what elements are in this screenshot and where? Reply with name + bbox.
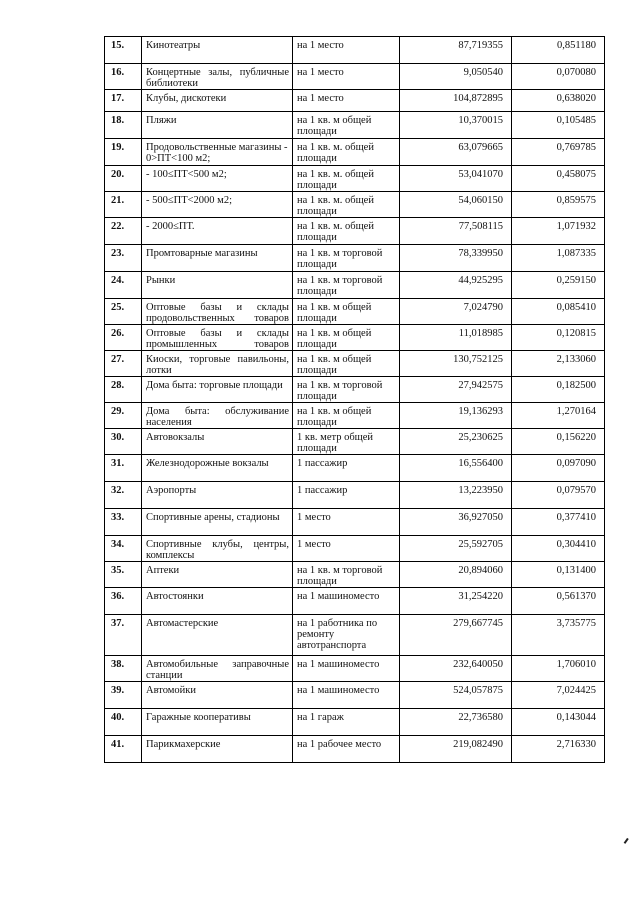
value-2-cell: 0,638020	[512, 90, 605, 112]
value-1-cell: 232,640050	[400, 656, 512, 682]
object-name-cell: Железнодорожные вокзалы	[142, 455, 293, 482]
unit-cell: 1 пассажир	[293, 482, 400, 509]
table-row	[105, 656, 605, 682]
value-1-cell: 31,254220	[400, 588, 512, 615]
value-1-cell: 104,872895	[400, 90, 512, 112]
table-row	[105, 166, 605, 192]
table-row	[105, 482, 605, 509]
value-2-cell: 3,735775	[512, 615, 605, 656]
row-number-cell: 33.	[105, 509, 142, 536]
table-row	[105, 377, 605, 403]
value-1-cell: 16,556400	[400, 455, 512, 482]
value-2-cell: 0,851180	[512, 37, 605, 64]
value-2-cell: 1,706010	[512, 656, 605, 682]
unit-cell: 1 место	[293, 509, 400, 536]
object-name-cell: Клубы, дискотеки	[142, 90, 293, 112]
row-number-cell: 38.	[105, 656, 142, 682]
row-number-cell: 41.	[105, 736, 142, 763]
unit-cell: 1 кв. метр общей площади	[293, 429, 400, 455]
value-2-cell: 0,769785	[512, 139, 605, 166]
value-1-cell: 130,752125	[400, 351, 512, 377]
object-name-cell: Автомобильные заправочные станции	[142, 656, 293, 682]
object-name-cell: Аптеки	[142, 562, 293, 588]
object-name-cell: Кинотеатры	[142, 37, 293, 64]
row-number-cell: 26.	[105, 325, 142, 351]
row-number-cell: 25.	[105, 299, 142, 325]
object-name-cell: Автомойки	[142, 682, 293, 709]
value-1-cell: 44,925295	[400, 272, 512, 299]
row-number-cell: 40.	[105, 709, 142, 736]
table-row	[105, 709, 605, 736]
value-1-cell: 87,719355	[400, 37, 512, 64]
tariff-table	[104, 36, 605, 763]
unit-cell: на 1 гараж	[293, 709, 400, 736]
value-2-cell: 0,304410	[512, 536, 605, 562]
value-2-cell: 0,079570	[512, 482, 605, 509]
object-name-cell: Дома быта: обслуживание населения	[142, 403, 293, 429]
unit-cell: на 1 кв. м общей площади	[293, 403, 400, 429]
table-row	[105, 455, 605, 482]
table-row	[105, 325, 605, 351]
value-2-cell: 0,131400	[512, 562, 605, 588]
row-number-cell: 15.	[105, 37, 142, 64]
row-number-cell: 16.	[105, 64, 142, 90]
unit-cell: 1 место	[293, 536, 400, 562]
table-row	[105, 218, 605, 245]
value-1-cell: 22,736580	[400, 709, 512, 736]
object-name-cell: Пляжи	[142, 112, 293, 139]
row-number-cell: 22.	[105, 218, 142, 245]
value-2-cell: 0,143044	[512, 709, 605, 736]
row-number-cell: 27.	[105, 351, 142, 377]
row-number-cell: 29.	[105, 403, 142, 429]
unit-cell: 1 пассажир	[293, 455, 400, 482]
row-number-cell: 19.	[105, 139, 142, 166]
value-1-cell: 54,060150	[400, 192, 512, 218]
table-row	[105, 90, 605, 112]
value-1-cell: 27,942575	[400, 377, 512, 403]
value-1-cell: 78,339950	[400, 245, 512, 272]
value-1-cell: 77,508115	[400, 218, 512, 245]
object-name-cell: Концертные залы, публичные библиотеки	[142, 64, 293, 90]
object-name-cell: Дома быта: торговые площади	[142, 377, 293, 403]
value-1-cell: 19,136293	[400, 403, 512, 429]
unit-cell: на 1 кв. м. общей площади	[293, 166, 400, 192]
table-row	[105, 536, 605, 562]
value-1-cell: 9,050540	[400, 64, 512, 90]
unit-cell: на 1 работника по ремонту автотранспорта	[293, 615, 400, 656]
unit-cell: на 1 место	[293, 90, 400, 112]
unit-cell: на 1 кв. м. общей площади	[293, 192, 400, 218]
value-2-cell: 0,097090	[512, 455, 605, 482]
row-number-cell: 20.	[105, 166, 142, 192]
row-number-cell: 35.	[105, 562, 142, 588]
object-name-cell: Оптовые базы и склады продовольственных товаров	[142, 299, 293, 325]
unit-cell: на 1 кв. м общей площади	[293, 325, 400, 351]
value-2-cell: 1,087335	[512, 245, 605, 272]
table-row	[105, 588, 605, 615]
row-number-cell: 18.	[105, 112, 142, 139]
unit-cell: на 1 кв. м. общей площади	[293, 218, 400, 245]
unit-cell: на 1 рабочее место	[293, 736, 400, 763]
row-number-cell: 37.	[105, 615, 142, 656]
table-row	[105, 682, 605, 709]
value-2-cell: 2,133060	[512, 351, 605, 377]
value-1-cell: 25,592705	[400, 536, 512, 562]
value-1-cell: 25,230625	[400, 429, 512, 455]
value-2-cell: 0,156220	[512, 429, 605, 455]
table-row	[105, 615, 605, 656]
value-2-cell: 0,105485	[512, 112, 605, 139]
table-row	[105, 429, 605, 455]
value-2-cell: 2,716330	[512, 736, 605, 763]
value-2-cell: 0,182500	[512, 377, 605, 403]
row-number-cell: 36.	[105, 588, 142, 615]
value-2-cell: 7,024425	[512, 682, 605, 709]
unit-cell: на 1 место	[293, 37, 400, 64]
table-row	[105, 272, 605, 299]
value-1-cell: 13,223950	[400, 482, 512, 509]
value-2-cell: 0,120815	[512, 325, 605, 351]
table-row	[105, 351, 605, 377]
value-2-cell: 0,458075	[512, 166, 605, 192]
value-1-cell: 524,057875	[400, 682, 512, 709]
object-name-cell: Автомастерские	[142, 615, 293, 656]
value-2-cell: 0,561370	[512, 588, 605, 615]
value-1-cell: 63,079665	[400, 139, 512, 166]
row-number-cell: 34.	[105, 536, 142, 562]
object-name-cell: - 100≤ПТ<500 м2;	[142, 166, 293, 192]
table-row	[105, 403, 605, 429]
unit-cell: на 1 кв. м. общей площади	[293, 139, 400, 166]
table-row	[105, 562, 605, 588]
value-2-cell: 1,071932	[512, 218, 605, 245]
row-number-cell: 28.	[105, 377, 142, 403]
object-name-cell: Продовольственные магазины - 0>ПТ<100 м2;	[142, 139, 293, 166]
object-name-cell: - 2000≤ПТ.	[142, 218, 293, 245]
value-2-cell: 1,270164	[512, 403, 605, 429]
pen-mark	[624, 838, 629, 844]
value-2-cell: 0,859575	[512, 192, 605, 218]
unit-cell: на 1 кв. м торговой площади	[293, 377, 400, 403]
table-row	[105, 64, 605, 90]
row-number-cell: 23.	[105, 245, 142, 272]
row-number-cell: 31.	[105, 455, 142, 482]
object-name-cell: Аэропорты	[142, 482, 293, 509]
table-row	[105, 112, 605, 139]
unit-cell: на 1 кв. м общей площади	[293, 112, 400, 139]
object-name-cell: Автовокзалы	[142, 429, 293, 455]
table-row	[105, 509, 605, 536]
unit-cell: на 1 машиноместо	[293, 656, 400, 682]
value-1-cell: 20,894060	[400, 562, 512, 588]
unit-cell: на 1 место	[293, 64, 400, 90]
object-name-cell: Промтоварные магазины	[142, 245, 293, 272]
table-body	[105, 37, 605, 763]
object-name-cell: Спортивные клубы, центры, комплексы	[142, 536, 293, 562]
table-row	[105, 139, 605, 166]
value-1-cell: 53,041070	[400, 166, 512, 192]
unit-cell: на 1 кв. м общей площади	[293, 299, 400, 325]
value-2-cell: 0,070080	[512, 64, 605, 90]
table-row	[105, 192, 605, 218]
object-name-cell: Оптовые базы и склады промышленных товаров	[142, 325, 293, 351]
object-name-cell: Парикмахерские	[142, 736, 293, 763]
object-name-cell: Гаражные кооперативы	[142, 709, 293, 736]
value-1-cell: 7,024790	[400, 299, 512, 325]
row-number-cell: 30.	[105, 429, 142, 455]
object-name-cell: Спортивные арены, стадионы	[142, 509, 293, 536]
object-name-cell: - 500≤ПТ<2000 м2;	[142, 192, 293, 218]
value-1-cell: 279,667745	[400, 615, 512, 656]
table-row	[105, 37, 605, 64]
value-1-cell: 219,082490	[400, 736, 512, 763]
value-1-cell: 11,018985	[400, 325, 512, 351]
row-number-cell: 21.	[105, 192, 142, 218]
value-2-cell: 0,085410	[512, 299, 605, 325]
row-number-cell: 24.	[105, 272, 142, 299]
object-name-cell: Автостоянки	[142, 588, 293, 615]
unit-cell: на 1 машиноместо	[293, 682, 400, 709]
value-2-cell: 0,377410	[512, 509, 605, 536]
table-row	[105, 299, 605, 325]
table-row	[105, 736, 605, 763]
unit-cell: на 1 кв. м общей площади	[293, 351, 400, 377]
row-number-cell: 17.	[105, 90, 142, 112]
object-name-cell: Киоски, торговые павильоны, лотки	[142, 351, 293, 377]
value-1-cell: 10,370015	[400, 112, 512, 139]
value-1-cell: 36,927050	[400, 509, 512, 536]
unit-cell: на 1 машиноместо	[293, 588, 400, 615]
unit-cell: на 1 кв. м торговой площади	[293, 245, 400, 272]
row-number-cell: 39.	[105, 682, 142, 709]
row-number-cell: 32.	[105, 482, 142, 509]
value-2-cell: 0,259150	[512, 272, 605, 299]
unit-cell: на 1 кв. м торговой площади	[293, 562, 400, 588]
table-row	[105, 245, 605, 272]
unit-cell: на 1 кв. м торговой площади	[293, 272, 400, 299]
object-name-cell: Рынки	[142, 272, 293, 299]
